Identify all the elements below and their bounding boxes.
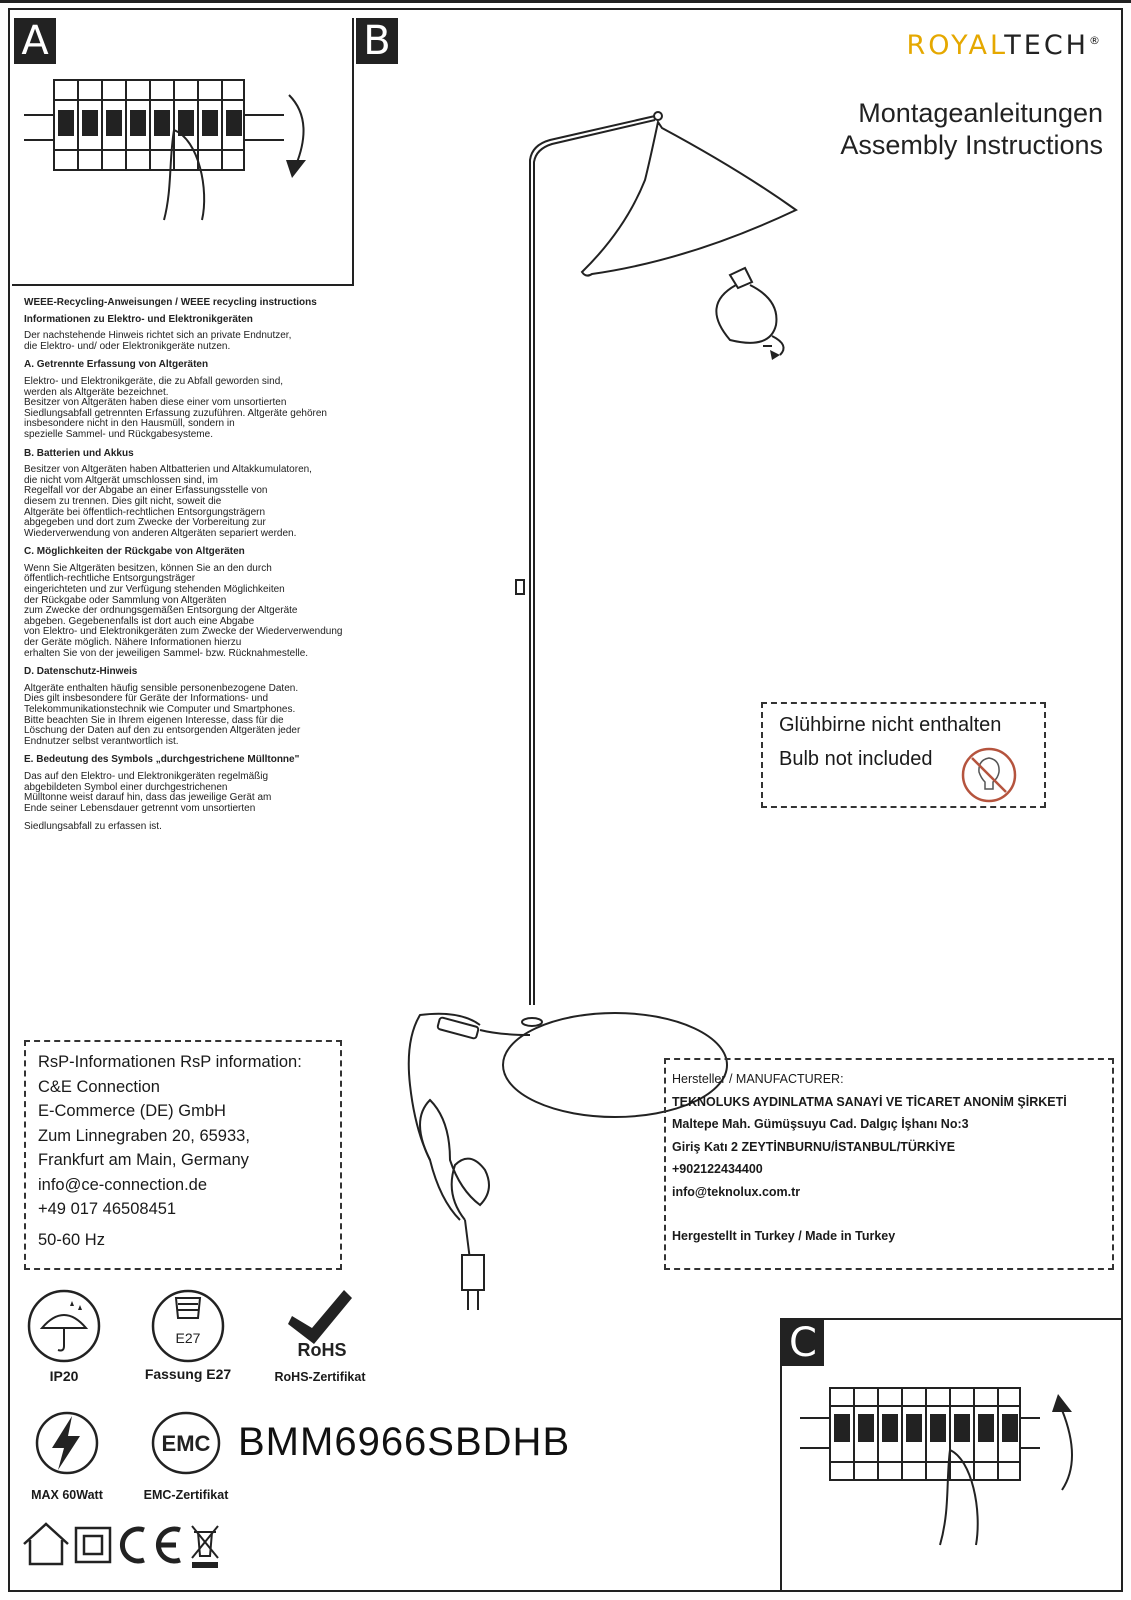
rsp-frequency: 50-60 Hz bbox=[38, 1230, 105, 1249]
weee-heading: WEEE-Recycling-Anweisungen / WEEE recycling instructions bbox=[24, 297, 317, 308]
made-in: Hergestellt in Turkey / Made in Turkey bbox=[672, 1229, 896, 1243]
max-watt-icon bbox=[34, 1410, 100, 1476]
manufacturer-line: Maltepe Mah. Gümüşsuyu Cad. Dalgıç İşhanı No:3 bbox=[672, 1117, 969, 1131]
document-title bbox=[840, 97, 1103, 161]
weee-section-c-text: Wenn Sie Altgeräten besitzen, können Sie an den durch öffentlich-rechtliche Entsorgungsträger eingerichteten und zur Verfügung stehenden Möglichkeiten der Rückgabe oder Sammlung von Altgeräten zum Zwecke der ordnungsgemäßen Entsorgung der Altgeräte abgeben. Gegebenenfalls ist dort auch eine Abgabe von Elektro- und Elektronikgeräten zum Zwecke der Wiederverwendung der Geräte möglich. Nähere Informationen hierzu erhalten Sie von der jeweiligen Sammel- bzw. Rücknahmestelle. bbox=[24, 562, 343, 659]
bulb-notice-en: Bulb not included bbox=[779, 748, 933, 770]
brand-logo bbox=[907, 30, 1103, 61]
title-de: Montageanleitungen bbox=[858, 98, 1103, 128]
emc-icon bbox=[150, 1410, 222, 1476]
rsp-line: E-Commerce (DE) GmbH bbox=[38, 1102, 226, 1120]
weee-intro: Der nachstehende Hinweis richtet sich an private Endnutzer, die Elektro- und/ oder Elektronikgeräte nutzen. bbox=[24, 330, 292, 352]
brand-part1: ROYAL bbox=[906, 30, 1005, 61]
weee-subheading: Informationen zu Elektro- und Elektronikgeräten bbox=[24, 313, 253, 325]
rsp-line: C&E Connection bbox=[38, 1077, 160, 1096]
rsp-line: info@ce-connection.de bbox=[38, 1175, 208, 1194]
rohs-icon bbox=[286, 1286, 358, 1358]
compliance-marks bbox=[20, 1518, 220, 1570]
weee-section-d-text: Altgeräte enthalten häufig sensible personenbezogene Daten. Dies gilt insbesondere für Geräte der Informations- und Telekommunikationstechnik wie Computer und Smartphones. Bitte beachten Sie in Ihrem eigenen Interesse, dass für die Löschung der Daten auf den zu entsorgenden Altgeräten jeder Endnutzer selbst verantwortlich ist. bbox=[24, 682, 301, 747]
rsp-line: Frankfurt am Main, Germany bbox=[38, 1151, 249, 1169]
step-b-badge: B bbox=[356, 18, 398, 64]
weee-section-b-text: Besitzer von Altgeräten haben Altbatterien und Altakkumulatoren, die nicht vom Altgerät umschlossen sind, im Regelfall vor der Abgabe an einer Erfassungsstelle von diesem zu trennen. Dies gilt nicht, soweit die Altgeräte bei öffentlich-rechtlichen Entsorgungsträgern abgegeben und dort zum Zwecke der Vorbereitung zur Wiederverwendung von anderen Altgeräten separiert werden. bbox=[24, 464, 312, 539]
weee-section-a-text: Elektro- und Elektronikgeräte, die zu Abfall geworden sind, werden als Altgeräte bezeichnet. Besitzer von Altgeräten haben diese einer vom unsortierten Siedlungsabfall getrennten Erfassung zuzuführen. Altgeräte gehören insbesondere nicht in den Hausmüll, sondern in spezielle Sammel- und Rückgabesysteme. bbox=[24, 375, 327, 440]
weee-closing: Siedlungsabfall zu erfassen ist. bbox=[24, 821, 162, 833]
rsp-line: +49 017 46508451 bbox=[38, 1200, 177, 1218]
e27-socket-label: Fassung E27 bbox=[144, 1366, 232, 1382]
rsp-information-box bbox=[24, 1040, 342, 1270]
emc-mark: EMC bbox=[161, 1431, 211, 1456]
weee-bin-icon bbox=[192, 1526, 218, 1558]
weee-section-e-text: Das auf den Elektro- und Elektronikgeräten regelmäßig abgebildeten Symbol einer durchgestrichenen Mülltonne weist darauf hin, dass das jeweilige Gerät am Ende seiner Lebensdauer getrennt vom unsortierten bbox=[24, 770, 272, 814]
e27-socket-icon bbox=[150, 1288, 226, 1364]
manufacturer-line: TEKNOLUKS AYDINLATMA SANAYİ VE TİCARET ANONİM ŞİRKETİ bbox=[672, 1094, 1067, 1109]
bulb-notice-de: Glühbirne nicht enthalten bbox=[779, 714, 1002, 736]
ce-mark-icon bbox=[122, 1529, 180, 1561]
rsp-line: Zum Linnegraben 20, 65933, bbox=[38, 1126, 250, 1145]
manufacturer-line: Giriş Katı 2 ZEYTİNBURNU/İSTANBUL/TÜRKİYE bbox=[672, 1139, 956, 1154]
manufacturer-line: info@teknolux.com.tr bbox=[672, 1184, 801, 1199]
manufacturer-line: +902122434400 bbox=[672, 1162, 763, 1176]
weee-instructions bbox=[24, 292, 444, 841]
step-a-badge: A bbox=[14, 18, 56, 64]
rohs-mark: RoHS bbox=[297, 1340, 347, 1358]
ip20-icon bbox=[26, 1288, 102, 1364]
rohs-label: RoHS-Zertifikat bbox=[274, 1370, 366, 1384]
weee-section-d-title: D. Datenschutz-Hinweis bbox=[24, 666, 138, 678]
weee-section-e-title: E. Bedeutung des Symbols „durchgestrichene Mülltonne" bbox=[24, 754, 300, 766]
manufacturer-box bbox=[664, 1058, 1114, 1270]
rsp-title: RsP-Informationen RsP information: bbox=[38, 1053, 302, 1071]
no-bulb-icon bbox=[960, 746, 1018, 804]
e27-socket-mark: E27 bbox=[175, 1330, 201, 1346]
weee-section-b-title: B. Batterien und Akkus bbox=[24, 447, 134, 459]
breaker-off-illustration bbox=[24, 70, 344, 240]
class-ii-icon bbox=[76, 1528, 110, 1562]
brand-mark: ® bbox=[1089, 34, 1103, 47]
model-number: BMM6966SBDHB bbox=[238, 1420, 571, 1464]
max-watt-label: MAX 60Watt bbox=[31, 1488, 103, 1502]
title-en: Assembly Instructions bbox=[840, 130, 1103, 160]
manufacturer-title: Hersteller / MANUFACTURER: bbox=[672, 1072, 844, 1086]
ip20-label: IP20 bbox=[49, 1368, 79, 1384]
weee-section-a-title: A. Getrennte Erfassung von Altgeräten bbox=[24, 359, 209, 371]
step-c-badge: C bbox=[782, 1320, 824, 1366]
weee-section-c-title: C. Möglichkeiten der Rückgabe von Altgeräten bbox=[24, 546, 245, 558]
emc-label: EMC-Zertifikat bbox=[143, 1488, 229, 1502]
indoor-use-icon bbox=[24, 1524, 68, 1564]
brand-part2: TECH bbox=[1004, 30, 1089, 61]
breaker-on-illustration bbox=[800, 1380, 1110, 1560]
